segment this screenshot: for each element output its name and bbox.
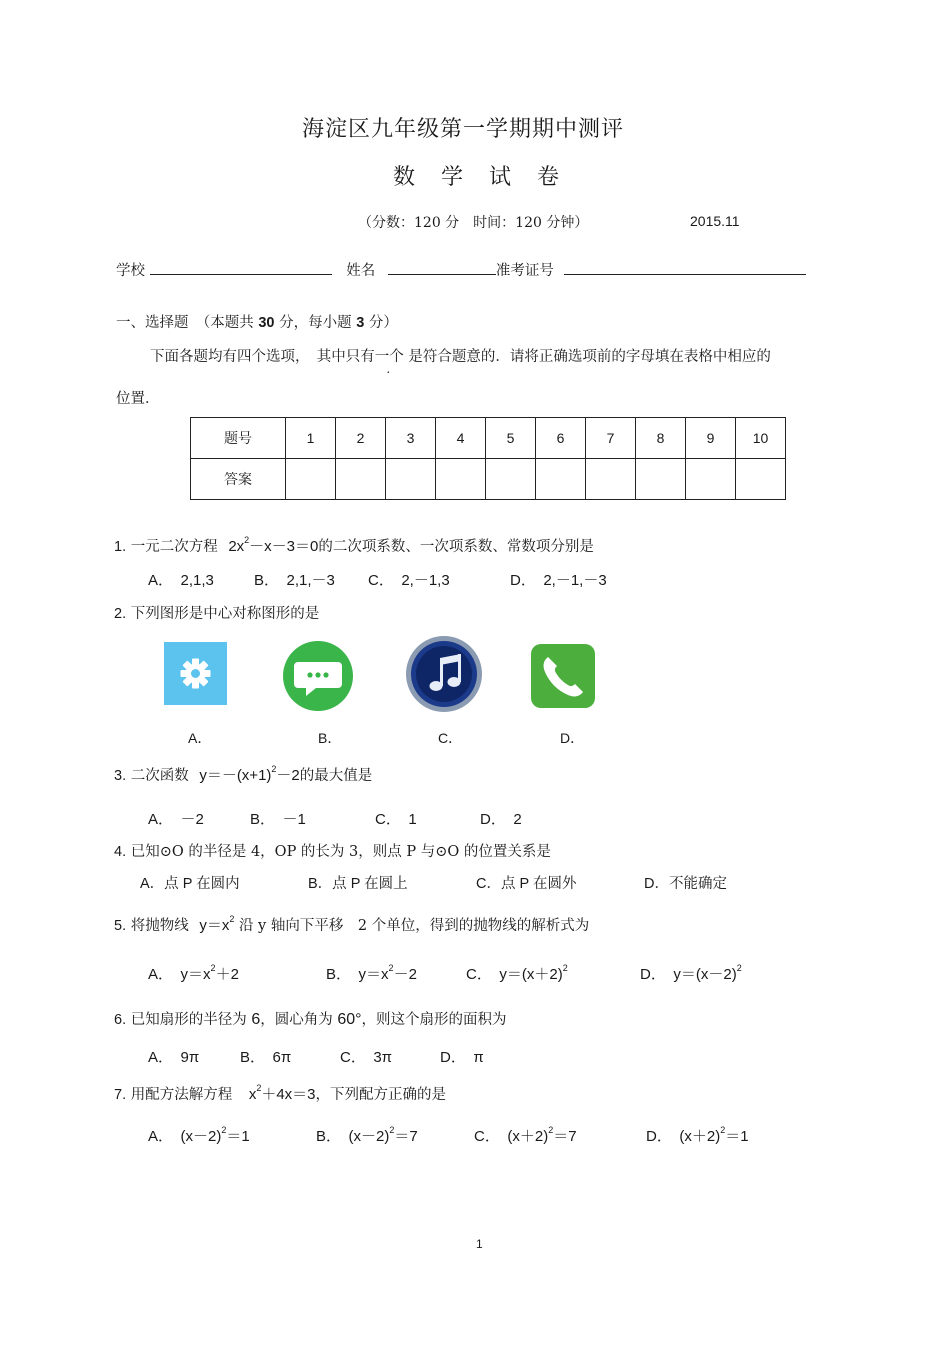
- q6-option-b[interactable]: B． 6π: [240, 1049, 292, 1066]
- question-number: 2.: [114, 606, 127, 622]
- student-info-line: [116, 259, 806, 280]
- q5-option-b[interactable]: B． $y=x^2-2$: [326, 963, 417, 983]
- angle-value: 60°: [337, 1011, 362, 1028]
- answer-cell[interactable]: [386, 459, 436, 500]
- question-number-cell: 10: [736, 418, 786, 459]
- question-number: 6.: [114, 1012, 127, 1028]
- q7-option-d[interactable]: D． $(x+2)^2=1$: [646, 1125, 749, 1145]
- question-7: [114, 1083, 446, 1104]
- question-number-cell: 5: [486, 418, 536, 459]
- answer-cell[interactable]: [486, 459, 536, 500]
- exam-id-field[interactable]: [564, 260, 806, 275]
- question-number: 1.: [114, 539, 127, 555]
- question-2: [114, 602, 319, 623]
- instruction-part: 是符合题意的．请将正确选项前的字母填在表格中相应的: [408, 349, 771, 365]
- answer-cell[interactable]: [436, 459, 486, 500]
- question-text: 下列图形是中心对称图形的是: [130, 606, 320, 622]
- q4-option-c[interactable]: C．点 P 在圆外: [476, 876, 577, 892]
- section-instruction: [150, 345, 771, 366]
- gear-icon[interactable]: [164, 642, 227, 705]
- phone-icon[interactable]: [530, 643, 596, 713]
- q1-option-c[interactable]: C． 2,－1,3: [368, 572, 450, 589]
- q3-option-a[interactable]: A． －2: [148, 811, 204, 828]
- question-number-cell: 9: [686, 418, 736, 459]
- q6-option-c[interactable]: C． 3π: [340, 1049, 393, 1066]
- page-number: 1: [476, 1237, 483, 1251]
- chat-icon[interactable]: [282, 640, 354, 716]
- q4-option-b[interactable]: B．点 P 在圆上: [308, 876, 408, 892]
- radius-value: 6: [251, 1011, 261, 1028]
- instruction-part: 下面各题均有四个选项， 其中只有: [150, 349, 375, 365]
- question-number-cell: 3: [386, 418, 436, 459]
- emphasis-text: 一个: [374, 349, 404, 365]
- each-score: 3: [356, 315, 365, 331]
- answer-cell[interactable]: [286, 459, 336, 500]
- question-number-cell: 2: [336, 418, 386, 459]
- subtitle-char: 试: [489, 165, 512, 190]
- exam-id-label: 准考证号: [495, 263, 554, 279]
- heading-suffix: 分）: [368, 315, 398, 331]
- q2-label-c: C．: [438, 730, 463, 746]
- q4-option-a[interactable]: A．点 P 在圆内: [140, 876, 240, 892]
- table-row: [191, 418, 786, 459]
- exam-title: 海淀区九年级第一学期期中测评: [302, 117, 625, 142]
- question-number: 7.: [114, 1087, 127, 1103]
- question-text: 一元二次方程: [130, 539, 218, 555]
- q7-option-b[interactable]: B． $(x-2)^2=7$: [316, 1125, 418, 1145]
- question-text: 沿 y 轴向下平移 2 个单位，得到的抛物线的解析式为: [238, 918, 590, 934]
- question-text: 将抛物线: [130, 918, 189, 934]
- row-header: 答案: [191, 459, 286, 500]
- answer-cell[interactable]: [736, 459, 786, 500]
- q3-option-b[interactable]: B． －1: [250, 811, 306, 828]
- exam-subtitle: [380, 160, 572, 191]
- answer-cell[interactable]: [586, 459, 636, 500]
- q7-option-c[interactable]: C． $(x+2)^2=7$: [474, 1125, 577, 1145]
- q4-option-d[interactable]: D．不能确定: [644, 876, 727, 892]
- question-text: 已知扇形的半径为: [130, 1012, 247, 1028]
- subtitle-char: 卷: [537, 165, 560, 190]
- music-note-icon[interactable]: [404, 634, 484, 718]
- q1-option-d[interactable]: D． 2,－1,－3: [510, 572, 607, 589]
- question-number: 5.: [114, 918, 127, 934]
- q2-label-b: B．: [318, 730, 342, 746]
- subtitle-char: 学: [441, 165, 464, 190]
- question-text: 的最大值是: [299, 768, 373, 784]
- equation: $y=-(x+1)^2-2$: [199, 764, 300, 784]
- table-row: [191, 459, 786, 500]
- question-5: [114, 914, 589, 935]
- school-field[interactable]: [150, 260, 332, 275]
- q6-option-d[interactable]: D． π: [440, 1049, 484, 1066]
- q3-option-d[interactable]: D． 2: [480, 811, 522, 828]
- row-header: 题号: [191, 418, 286, 459]
- question-text: 已知⊙O 的半径是 4，OP 的长为 3，则点 P 与⊙O 的位置关系是: [130, 844, 551, 860]
- question-1: [114, 535, 594, 556]
- question-text: ，下列配方正确的是: [315, 1087, 447, 1103]
- answer-table: [190, 417, 786, 500]
- equation: $2x^2-x-3=0$: [228, 535, 319, 555]
- question-text: ，圆心角为: [260, 1012, 333, 1028]
- equation: $y=x^2$: [199, 914, 235, 934]
- answer-cell[interactable]: [636, 459, 686, 500]
- question-number-cell: 7: [586, 418, 636, 459]
- section-heading: [116, 311, 398, 332]
- q3-option-c[interactable]: C． 1: [375, 811, 417, 828]
- question-text: 用配方法解方程: [130, 1087, 233, 1103]
- school-label: 学校: [116, 263, 145, 279]
- q6-option-a[interactable]: A． 9π: [148, 1049, 200, 1066]
- subtitle-char: 数: [393, 165, 416, 190]
- heading-prefix: 一、选择题 （本题共: [116, 315, 254, 331]
- question-number-cell: 1: [286, 418, 336, 459]
- q1-option-a[interactable]: A． 2,1,3: [148, 572, 214, 589]
- question-text: ，则这个扇形的面积为: [361, 1012, 507, 1028]
- total-score: 30: [258, 315, 275, 331]
- name-label: 姓名: [346, 263, 376, 279]
- question-6: [114, 1008, 507, 1029]
- q7-option-a[interactable]: A． $(x-2)^2=1$: [148, 1125, 250, 1145]
- question-number-cell: 8: [636, 418, 686, 459]
- question-number-cell: 4: [436, 418, 486, 459]
- question-number: 4.: [114, 844, 127, 860]
- question-4: [114, 840, 551, 861]
- q1-option-b[interactable]: B． 2,1,－3: [254, 572, 335, 589]
- question-text: 二次函数: [130, 768, 189, 784]
- answer-cell[interactable]: [336, 459, 386, 500]
- question-3: [114, 764, 372, 785]
- q5-option-c[interactable]: C． $y=(x+2)^2$: [466, 963, 568, 983]
- exam-date: 2015.11: [690, 213, 740, 229]
- answer-cell[interactable]: [686, 459, 736, 500]
- name-field[interactable]: [388, 260, 496, 275]
- score-time-info: （分数：120 分 时间：120 分钟）: [358, 215, 589, 231]
- q5-option-a[interactable]: A． $y=x^2+2$: [148, 963, 239, 983]
- equation: $x^2+4x=3$: [248, 1083, 316, 1103]
- instruction-continued: 位置．: [116, 391, 160, 407]
- q5-option-d[interactable]: D． $y=(x-2)^2$: [640, 963, 742, 983]
- q2-label-a: A．: [188, 730, 212, 746]
- answer-cell[interactable]: [536, 459, 586, 500]
- q2-label-d: D．: [560, 730, 585, 746]
- question-number-cell: 6: [536, 418, 586, 459]
- heading-mid: 分，每小题: [279, 315, 352, 331]
- question-number: 3.: [114, 768, 127, 784]
- question-text: 的二次项系数、一次项系数、常数项分别是: [318, 539, 594, 555]
